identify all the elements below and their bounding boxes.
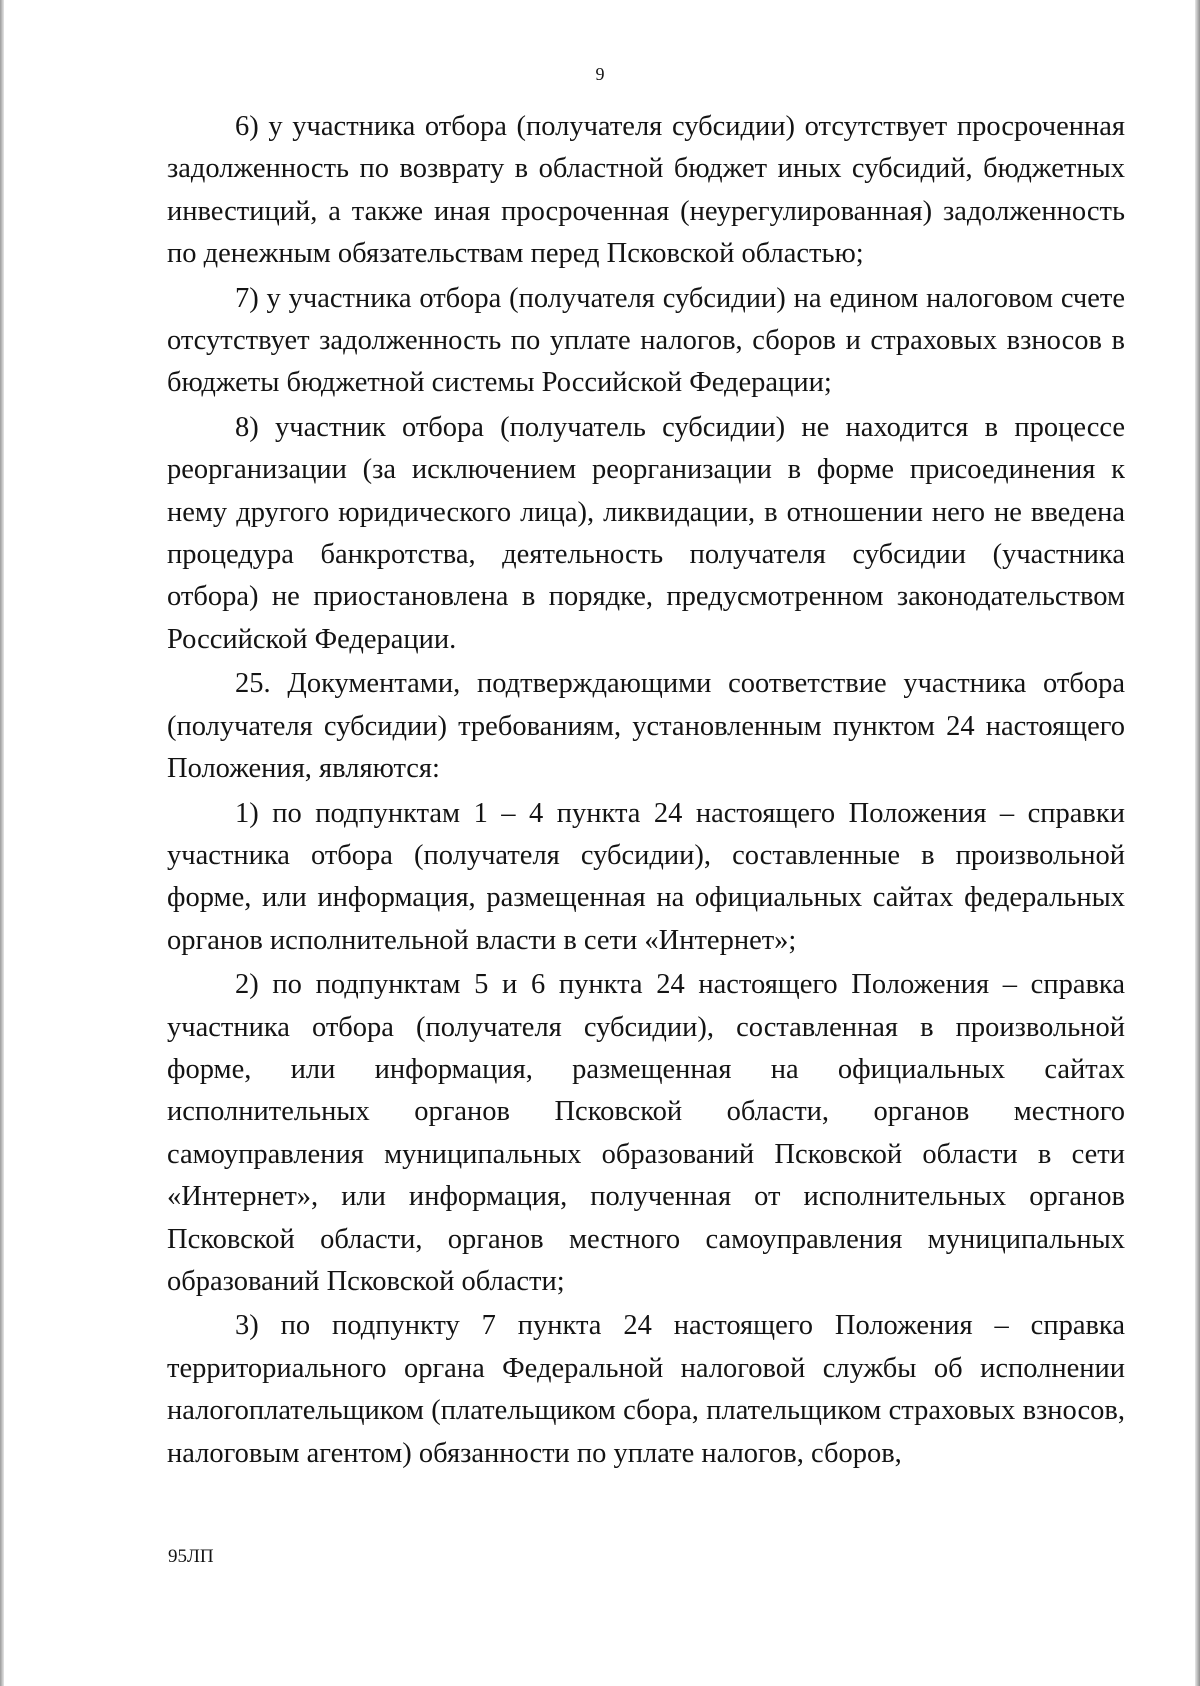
scan-edge-right bbox=[1195, 0, 1200, 1686]
paragraph-clause-25: 25. Документами, подтверждающими соответствие участника отбора (получателя субсидии) требованиям, установленным пунктом 24 настоящего Положения, являются: bbox=[167, 668, 1125, 785]
scan-edge-left bbox=[0, 0, 4, 1686]
paragraph-item-6: 6) у участника отбора (получателя субсидии) отсутствует просроченная задолженность по возврату в областной бюджет иных субсидий, бюджетных инвестиций, а также иная просроченная (неурегулированная) задолженность по денежным обязательствам перед Псковской областью; bbox=[167, 111, 1125, 270]
paragraph-subitem-2: 2) по подпунктам 5 и 6 пункта 24 настоящего Положения – справка участника отбора (получателя субсидии), составленная в произвольной форме, или информация, размещенная на официальных сайтах исполнительных органов Псковской области, органов местного самоуправления муниципальных образований Псковской области в сети «Интернет», или информация, полученная от исполнительных органов Псковской области, органов местного самоуправления муниципальных образований Псковской области; bbox=[167, 969, 1125, 1297]
page-number: 9 bbox=[595, 64, 605, 84]
document-body bbox=[167, 106, 1125, 1476]
paragraph-subitem-3: 3) по подпункту 7 пункта 24 настоящего Положения – справка территориального органа Федеральной налоговой службы об исполнении налогоплательщиком (плательщиком сбора, плательщиком страховых взносов, налоговым агентом) обязанности по уплате налогов, сборов, bbox=[167, 1310, 1125, 1469]
paragraph-item-7: 7) у участника отбора (получателя субсидии) на едином налоговом счете отсутствует задолженность по уплате налогов, сборов и страховых взносов в бюджеты бюджетной системы Российской Федерации; bbox=[167, 282, 1125, 399]
footer-document-code: 95ЛП bbox=[168, 1546, 214, 1567]
paragraph-item-8: 8) участник отбора (получатель субсидии) не находится в процессе реорганизации (за исключением реорганизации в форме присоединения к нему другого юридического лица), ликвидации, в отношении него не введена процедура банкротства, деятельность получателя субсидии (участника отбора) не приостановлена в порядке, предусмотренном законодательством Российской Федерации. bbox=[167, 411, 1125, 655]
paragraph-subitem-1: 1) по подпунктам 1 – 4 пункта 24 настоящего Положения – справки участника отбора (получателя субсидии), составленные в произвольной форме, или информация, размещенная на официальных сайтах федеральных органов исполнительной власти в сети «Интернет»; bbox=[167, 797, 1125, 956]
